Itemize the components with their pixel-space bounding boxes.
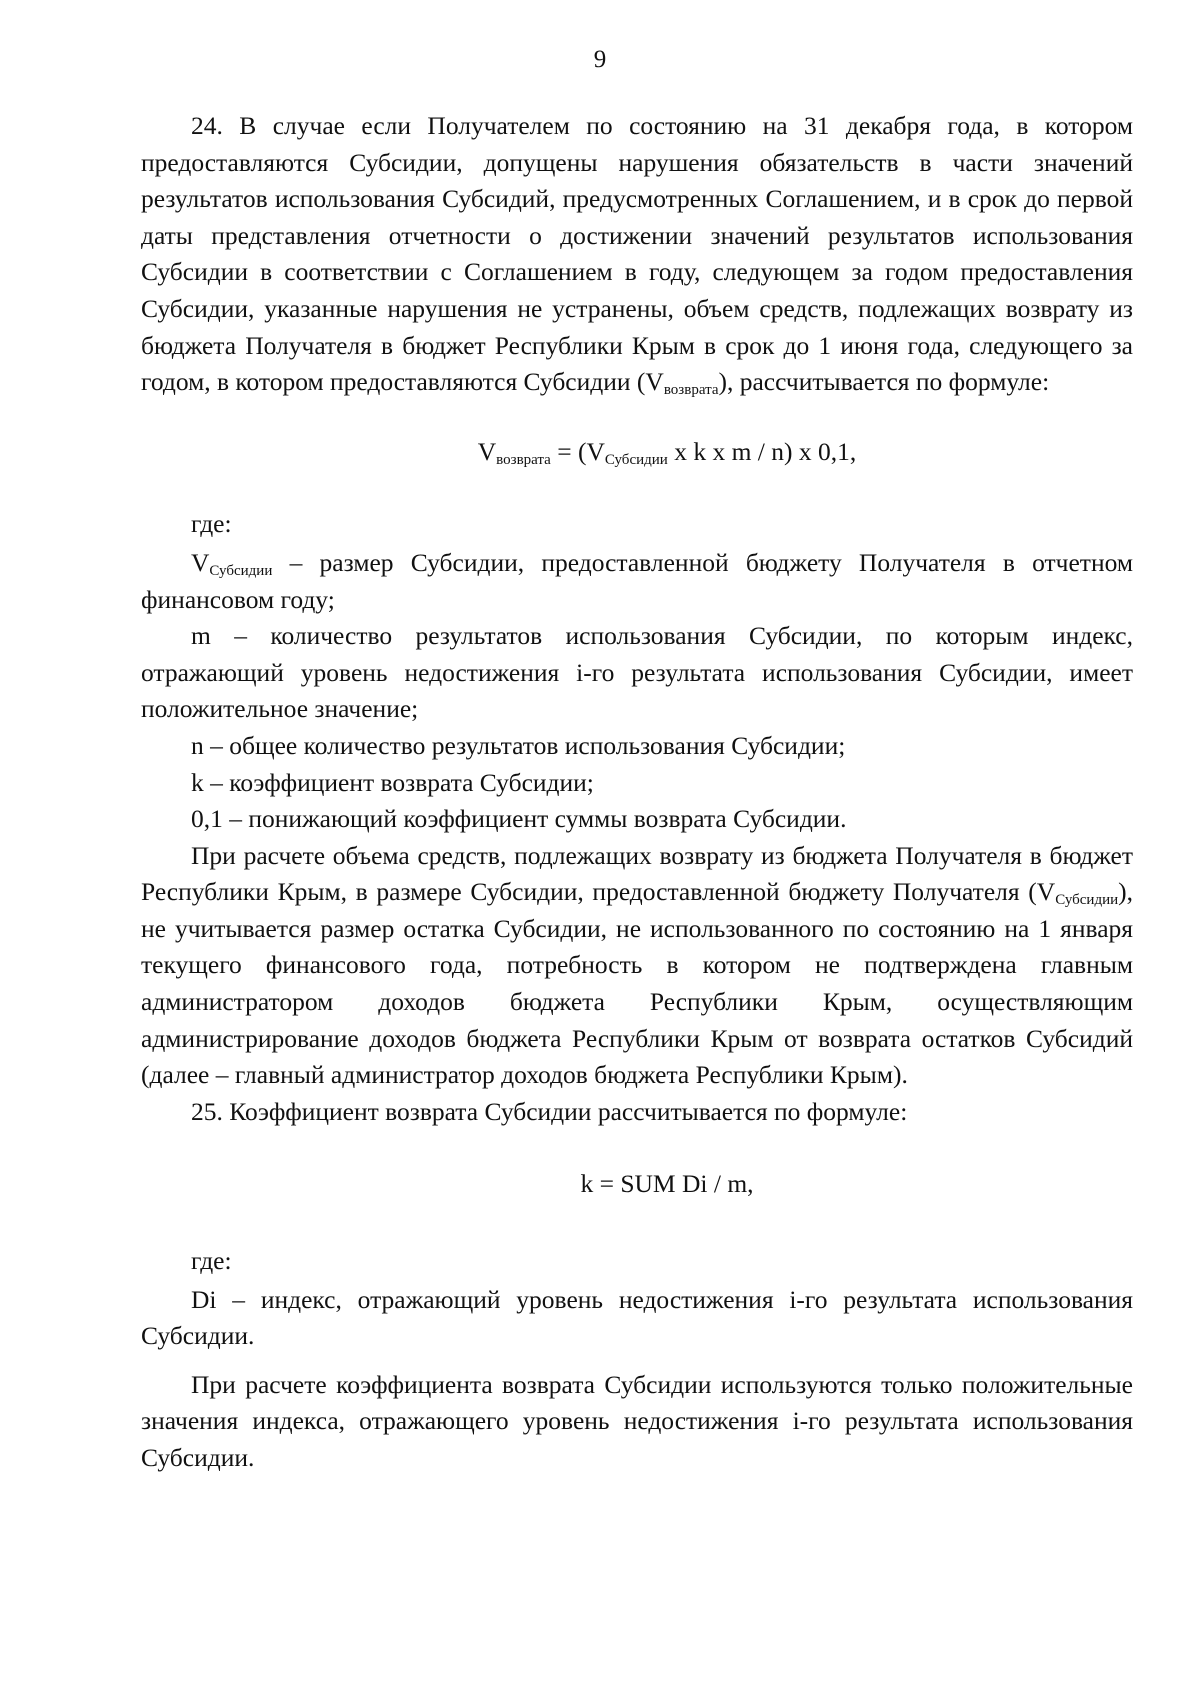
definition-m: m – количество результатов использования Субсидии, по которым индекс, отражающий уровень недостижения i-го результата использования Субсидии, имеет положительное значение;	[141, 621, 1133, 724]
paragraph-calc-sub: Субсидии	[1055, 892, 1119, 909]
definition-n: n – общее количество результатов использования Субсидии;	[191, 730, 846, 760]
def-v-text: – размер Субсидии, предоставленной бюджету Получателя в отчетном финансовом году;	[141, 547, 1133, 614]
formula-v-sub: возврата	[496, 451, 551, 468]
page-number: 9	[593, 46, 607, 73]
formula-v: V	[477, 436, 497, 466]
where-label-2: где:	[191, 1246, 232, 1276]
formula-vs-sub: Субсидии	[604, 451, 668, 468]
formula-k: k = SUM Di / m,	[580, 1169, 754, 1199]
formula-v-vozvrata	[141, 434, 1133, 471]
paragraph-calc	[141, 838, 1133, 1094]
definition-k: k – коэффициент возврата Субсидии;	[191, 767, 594, 797]
subscript-vozvrata: возврата	[663, 382, 719, 399]
formula-rest: x k x m / n) x 0,1,	[667, 436, 857, 466]
formula-eq-open: = (V	[550, 436, 605, 466]
paragraph-calc-text-1: При расчете объема средств, подлежащих возврату из бюджета Получателя в бюджет Республики Крым, в размере Субсидии, предоставленной бюджету Получателя (V	[141, 840, 1133, 907]
paragraph-calc-text-2: ), не учитывается размер остатка Субсидии, не использованного по состоянию на 1 января текущего финансового года, потребность в котором не подтверждена главным администратором доходов бюджета Республики Крым, осуществляющим администрирование доходов бюджета Республики Крым от возврата остатков Субсидий (далее – главный администратор доходов бюджета Республики Крым).	[141, 877, 1133, 1090]
def-v: V	[191, 547, 210, 577]
paragraph-last: При расчете коэффициента возврата Субсидии используются только положительные значения индекса, отражающего уровень недостижения i-го результата использования Субсидии.	[141, 1369, 1133, 1472]
definition-v-subsidii	[141, 545, 1133, 618]
def-v-sub: Субсидии	[209, 562, 273, 579]
where-label-1: где:	[191, 509, 232, 539]
paragraph-24	[141, 108, 1133, 401]
paragraph-24-tail: ), рассчитывается по формуле:	[718, 367, 1050, 397]
document-body	[141, 108, 1133, 1477]
paragraph-25: 25. Коэффициент возврата Субсидии рассчитывается по формуле:	[191, 1096, 908, 1126]
definition-0-1: 0,1 – понижающий коэффициент суммы возврата Субсидии.	[191, 804, 847, 834]
paragraph-24-text: 24. В случае если Получателем по состоянию на 31 декабря года, в котором предоставляются Субсидии, допущены нарушения обязательств в части значений результатов использования Субсидий, предусмотренных Соглашением, и в срок до первой даты представления отчетности о достижении значений результатов использования Субсидии в соответствии с Соглашением в году, следующем за годом предоставления Субсидии, указанные нарушения не устранены, объем средств, подлежащих возврату из бюджета Получателя в бюджет Республики Крым в срок до 1 июня года, следующего за годом, в котором предоставляются Субсидии (V	[141, 111, 1133, 397]
definition-di: Di – индекс, отражающий уровень недостижения i-го результата использования Субсидии.	[141, 1284, 1133, 1351]
